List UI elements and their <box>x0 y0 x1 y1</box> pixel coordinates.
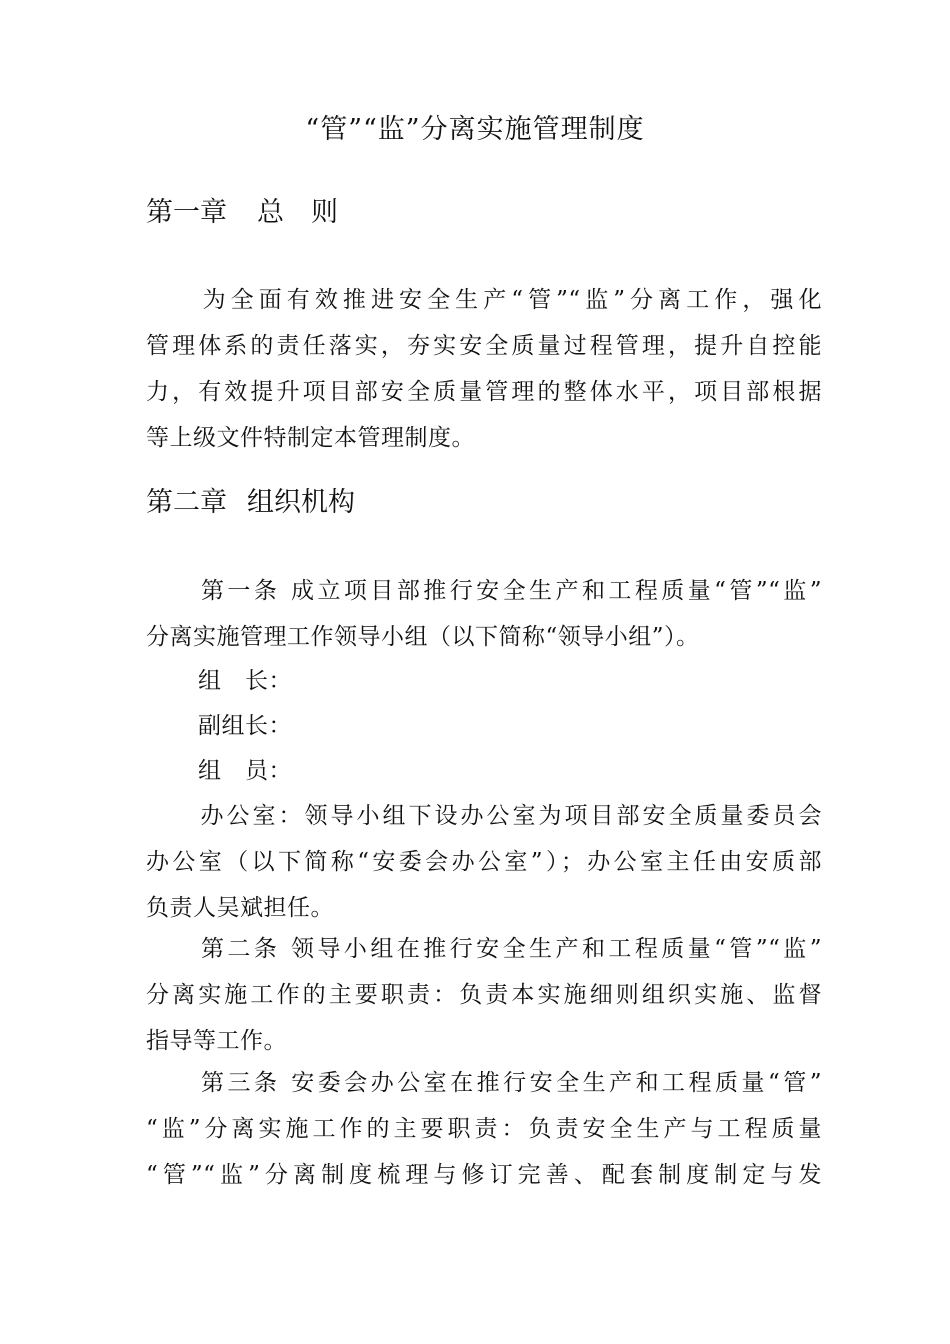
chapter-1-name: 总 则 <box>257 197 338 228</box>
article-2-paragraph <box>146 926 822 1064</box>
paragraph-line: 管理体系的责任落实，夯实安全质量过程管理，提升自控能 <box>146 333 822 359</box>
chapter-2-number: 第二章 <box>146 487 227 518</box>
paragraph-line: 负责人吴斌担任。 <box>146 895 334 921</box>
chapter-1-number: 第一章 <box>146 197 227 228</box>
paragraph-line: 第三条 安委会办公室在推行安全生产和工程质量“管” <box>198 1070 822 1096</box>
paragraph-line: 为全面有效推进安全生产“管”“监”分离工作，强化 <box>198 287 822 313</box>
paragraph-line: “监”分离实施工作的主要职责：负责安全生产与工程质量 <box>146 1116 822 1142</box>
paragraph-line: 办公室（以下简称“安委会办公室”）；办公室主任由安质部 <box>146 849 822 875</box>
article-3-paragraph <box>146 1060 822 1198</box>
chapter-1-heading <box>146 193 338 233</box>
paragraph-line: 办公室：领导小组下设办公室为项目部安全质量委员会 <box>198 803 822 829</box>
chapter-2-name: 组织机构 <box>247 487 355 518</box>
office-paragraph <box>146 793 822 931</box>
paragraph-line: 分离实施管理工作领导小组（以下简称“领导小组”）。 <box>146 624 700 650</box>
paragraph-line: 第二条 领导小组在推行安全生产和工程质量“管”“监” <box>198 936 822 962</box>
paragraph-line: 等上级文件特制定本管理制度。 <box>146 425 475 451</box>
document-title: “管”“监”分离实施管理制度 <box>305 114 645 145</box>
leader-field: 组 长： <box>198 668 292 694</box>
article-1-paragraph <box>146 568 822 660</box>
chapter-1-paragraph <box>146 277 822 461</box>
paragraph-line: 分离实施工作的主要职责：负责本实施细则组织实施、监督 <box>146 982 822 1008</box>
paragraph-line: “管”“监”分离制度梳理与修订完善、配套制度制定与发 <box>146 1162 822 1188</box>
chapter-2-heading <box>146 483 355 523</box>
deputy-leader-field: 副组长： <box>198 713 292 739</box>
member-field: 组 员： <box>198 758 292 784</box>
paragraph-line: 力，有效提升项目部安全质量管理的整体水平，项目部根据 <box>146 379 822 405</box>
paragraph-line: 第一条 成立项目部推行安全生产和工程质量“管”“监” <box>198 578 822 604</box>
paragraph-line: 指导等工作。 <box>146 1028 287 1054</box>
